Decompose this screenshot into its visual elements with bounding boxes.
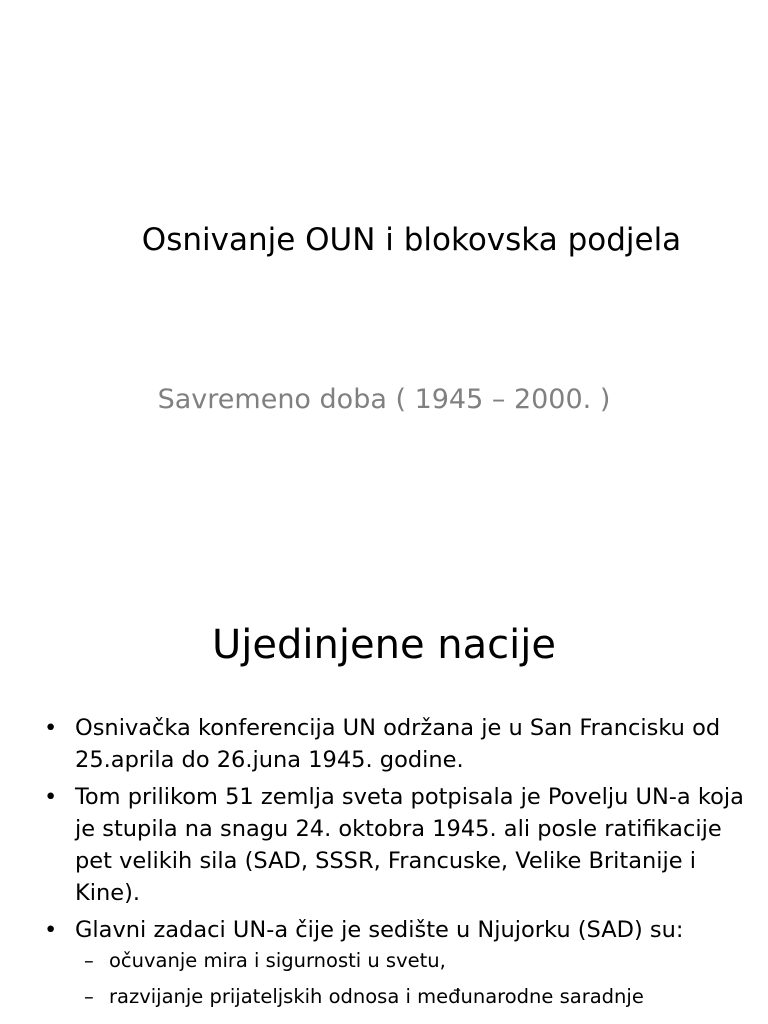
bullet-text: Osnivačka konferencija UN održana je u San Francisku od 25.aprila do 26.juna 1945. godine. bbox=[75, 715, 721, 773]
sub-bullet-marker: – bbox=[84, 985, 94, 1008]
sub-bullet-text: očuvanje mira i sigurnosti u svetu, bbox=[109, 949, 446, 972]
bullet-list bbox=[44, 712, 756, 951]
slide-2-title: Ujedinjene nacije bbox=[212, 622, 556, 668]
list-item bbox=[44, 914, 756, 946]
sub-bullet-marker: – bbox=[84, 949, 94, 972]
bullet-marker: • bbox=[44, 917, 58, 943]
sub-bullet-text: razvijanje prijateljskih odnosa i međunarodne saradnje bbox=[109, 985, 644, 1008]
list-item bbox=[44, 781, 756, 909]
bullet-text: Glavni zadaci UN-a čije je sedište u Njujorku (SAD) su: bbox=[75, 917, 684, 943]
bullet-text: Tom prilikom 51 zemlja sveta potpisala je Povelju UN-a koja je stupila na snagu 24. oktobra 1945. ali posle ratifikacije pet velikih sila (SAD, SSSR, Francuske, Velike Britanije i Kine). bbox=[75, 784, 744, 906]
sub-list-item bbox=[44, 946, 756, 976]
slide-1-subtitle: Savremeno doba ( 1945 – 2000. ) bbox=[157, 384, 611, 415]
list-item bbox=[44, 712, 756, 776]
slide-2 bbox=[0, 576, 768, 1024]
slide-1-title: Osnivanje OUN i blokovska podjela bbox=[141, 222, 682, 258]
sub-list-item bbox=[44, 982, 756, 1012]
sub-bullet-list bbox=[44, 946, 756, 1018]
bullet-marker: • bbox=[44, 784, 58, 810]
bullet-marker: • bbox=[44, 715, 58, 741]
